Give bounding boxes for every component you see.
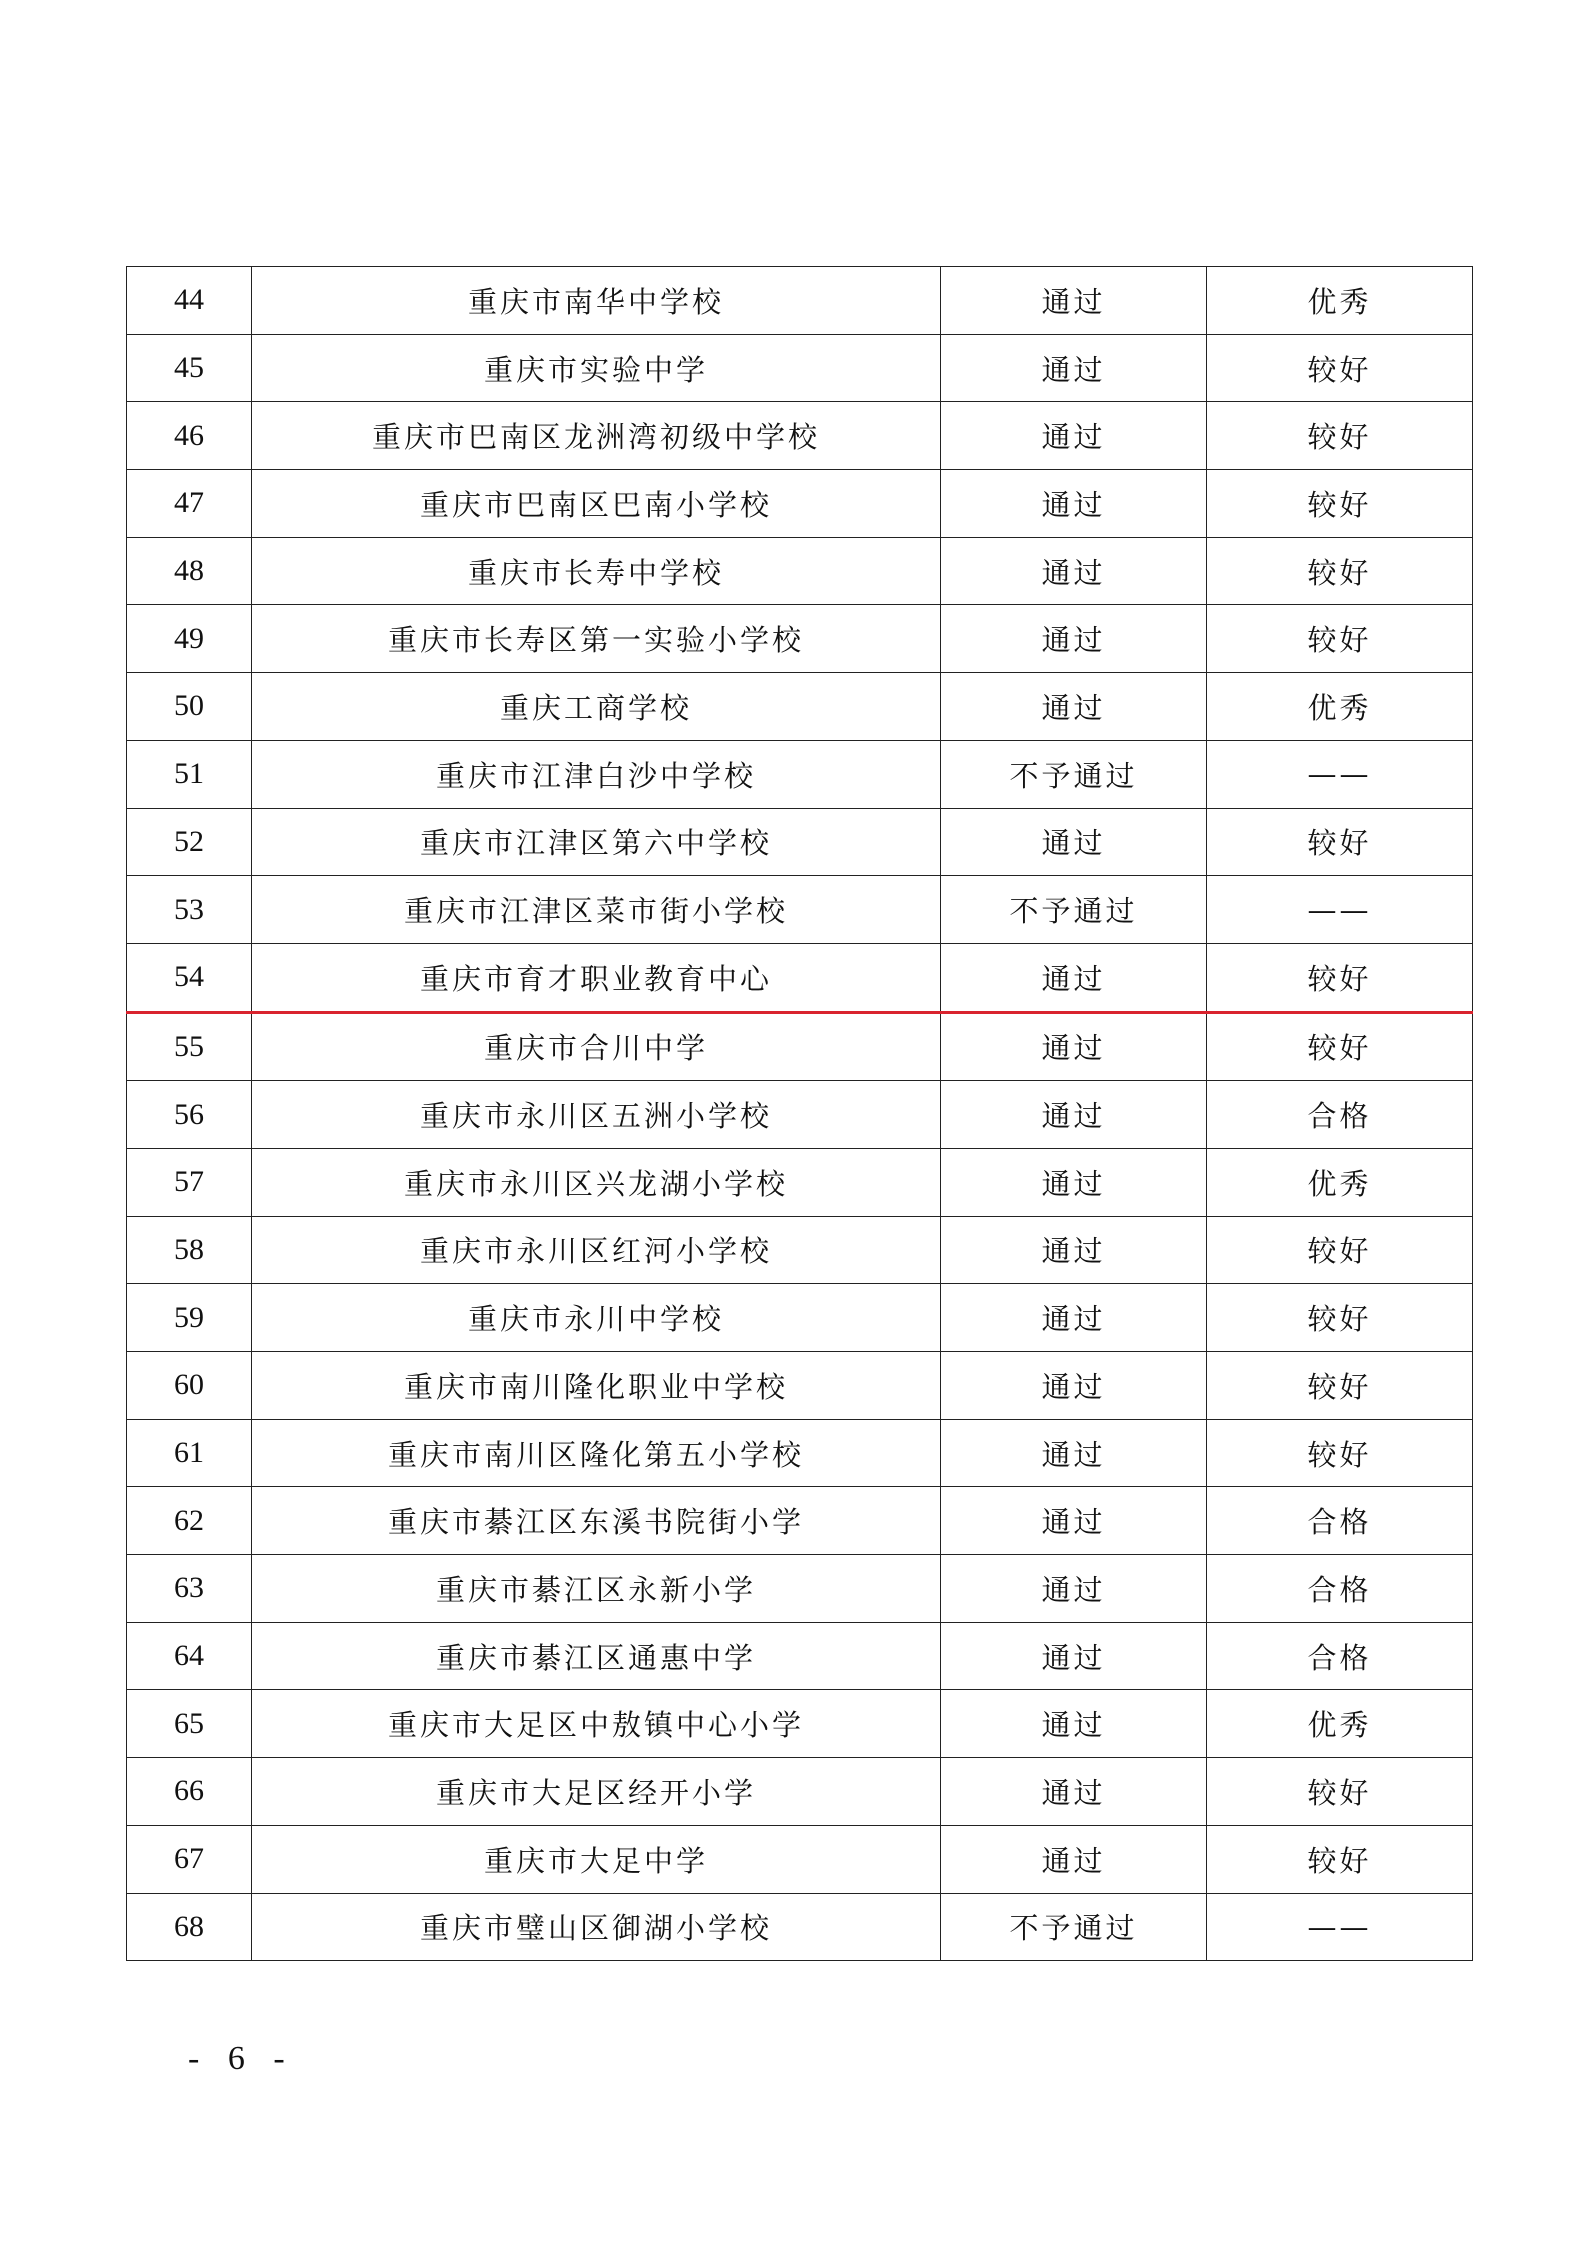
review-result: 不予通过 [941,1893,1207,1961]
row-number: 44 [127,267,252,335]
school-name: 重庆市江津区菜市街小学校 [252,876,941,944]
row-number: 64 [127,1622,252,1690]
table-row [127,1825,1473,1893]
school-name: 重庆市江津白沙中学校 [252,740,941,808]
table-row [127,402,1473,470]
school-name: 重庆市南川隆化职业中学校 [252,1352,941,1420]
grade: 较好 [1207,943,1473,1012]
school-name: 重庆市巴南区巴南小学校 [252,470,941,538]
row-number: 57 [127,1148,252,1216]
grade: 较好 [1207,402,1473,470]
review-result: 通过 [941,1419,1207,1487]
table-row [127,808,1473,876]
row-number: 65 [127,1690,252,1758]
review-result: 通过 [941,1825,1207,1893]
school-name: 重庆市綦江区通惠中学 [252,1622,941,1690]
grade: 合格 [1207,1081,1473,1149]
row-number: 62 [127,1487,252,1555]
table-row [127,673,1473,741]
table-row [127,1081,1473,1149]
school-name: 重庆市永川区红河小学校 [252,1216,941,1284]
school-name: 重庆市永川区五洲小学校 [252,1081,941,1149]
grade: 合格 [1207,1555,1473,1623]
grade: 优秀 [1207,267,1473,335]
review-result: 通过 [941,402,1207,470]
table-row [127,1148,1473,1216]
table-row [127,334,1473,402]
school-name: 重庆市大足区中敖镇中心小学 [252,1690,941,1758]
row-number: 60 [127,1352,252,1420]
row-number: 61 [127,1419,252,1487]
grade: —— [1207,1893,1473,1961]
table-row [127,1216,1473,1284]
table-row [127,943,1473,1012]
school-name: 重庆市实验中学 [252,334,941,402]
review-result: 通过 [941,1284,1207,1352]
row-number: 48 [127,537,252,605]
row-number: 46 [127,402,252,470]
school-name: 重庆市璧山区御湖小学校 [252,1893,941,1961]
review-result: 不予通过 [941,876,1207,944]
table-row [127,267,1473,335]
school-name: 重庆市巴南区龙洲湾初级中学校 [252,402,941,470]
row-number: 68 [127,1893,252,1961]
grade: 合格 [1207,1487,1473,1555]
grade: 较好 [1207,470,1473,538]
review-result: 通过 [941,1148,1207,1216]
grade: 较好 [1207,1825,1473,1893]
table-row [127,1012,1473,1081]
review-result: 通过 [941,1622,1207,1690]
review-result: 不予通过 [941,740,1207,808]
school-name: 重庆市合川中学 [252,1012,941,1081]
table-row [127,1352,1473,1420]
grade: 较好 [1207,1284,1473,1352]
review-result: 通过 [941,470,1207,538]
grade: 较好 [1207,1352,1473,1420]
grade: 较好 [1207,808,1473,876]
school-name: 重庆工商学校 [252,673,941,741]
table-row [127,1758,1473,1826]
table-row [127,1622,1473,1690]
table-row [127,740,1473,808]
row-number: 63 [127,1555,252,1623]
row-number: 47 [127,470,252,538]
row-number: 56 [127,1081,252,1149]
school-name: 重庆市大足区经开小学 [252,1758,941,1826]
grade: 较好 [1207,1419,1473,1487]
table-row [127,1555,1473,1623]
row-number: 53 [127,876,252,944]
table-row [127,1690,1473,1758]
row-number: 52 [127,808,252,876]
school-name: 重庆市綦江区永新小学 [252,1555,941,1623]
review-result: 通过 [941,1081,1207,1149]
grade: —— [1207,876,1473,944]
table-row [127,876,1473,944]
review-result: 通过 [941,1216,1207,1284]
row-number: 55 [127,1012,252,1081]
grade: 合格 [1207,1622,1473,1690]
school-name: 重庆市大足中学 [252,1825,941,1893]
grade: 较好 [1207,1758,1473,1826]
school-name: 重庆市南川区隆化第五小学校 [252,1419,941,1487]
table-row [127,537,1473,605]
review-result: 通过 [941,1012,1207,1081]
table-row [127,470,1473,538]
table-row [127,1284,1473,1352]
school-name: 重庆市长寿中学校 [252,537,941,605]
grade: 较好 [1207,1216,1473,1284]
review-result: 通过 [941,808,1207,876]
row-number: 67 [127,1825,252,1893]
grade: 较好 [1207,605,1473,673]
school-name: 重庆市永川区兴龙湖小学校 [252,1148,941,1216]
review-result: 通过 [941,605,1207,673]
row-number: 45 [127,334,252,402]
review-result: 通过 [941,943,1207,1012]
grade: 优秀 [1207,1690,1473,1758]
grade: 优秀 [1207,673,1473,741]
review-result: 通过 [941,1352,1207,1420]
row-number: 66 [127,1758,252,1826]
row-number: 50 [127,673,252,741]
row-number: 51 [127,740,252,808]
review-result: 通过 [941,1758,1207,1826]
school-name: 重庆市南华中学校 [252,267,941,335]
table-row [127,1893,1473,1961]
review-result: 通过 [941,673,1207,741]
school-name: 重庆市长寿区第一实验小学校 [252,605,941,673]
grade: 较好 [1207,334,1473,402]
row-number: 59 [127,1284,252,1352]
school-name: 重庆市綦江区东溪书院街小学 [252,1487,941,1555]
row-number: 58 [127,1216,252,1284]
grade: 优秀 [1207,1148,1473,1216]
row-number: 49 [127,605,252,673]
review-result: 通过 [941,334,1207,402]
page-number: - 6 - [188,2040,295,2077]
review-result: 通过 [941,1555,1207,1623]
table-row [127,1487,1473,1555]
school-name: 重庆市育才职业教育中心 [252,943,941,1012]
results-table [126,266,1473,1961]
review-result: 通过 [941,1690,1207,1758]
school-name: 重庆市江津区第六中学校 [252,808,941,876]
table-row [127,1419,1473,1487]
grade: 较好 [1207,537,1473,605]
row-number: 54 [127,943,252,1012]
review-result: 通过 [941,1487,1207,1555]
grade: 较好 [1207,1012,1473,1081]
review-result: 通过 [941,537,1207,605]
review-result: 通过 [941,267,1207,335]
grade: —— [1207,740,1473,808]
table-row [127,605,1473,673]
school-name: 重庆市永川中学校 [252,1284,941,1352]
